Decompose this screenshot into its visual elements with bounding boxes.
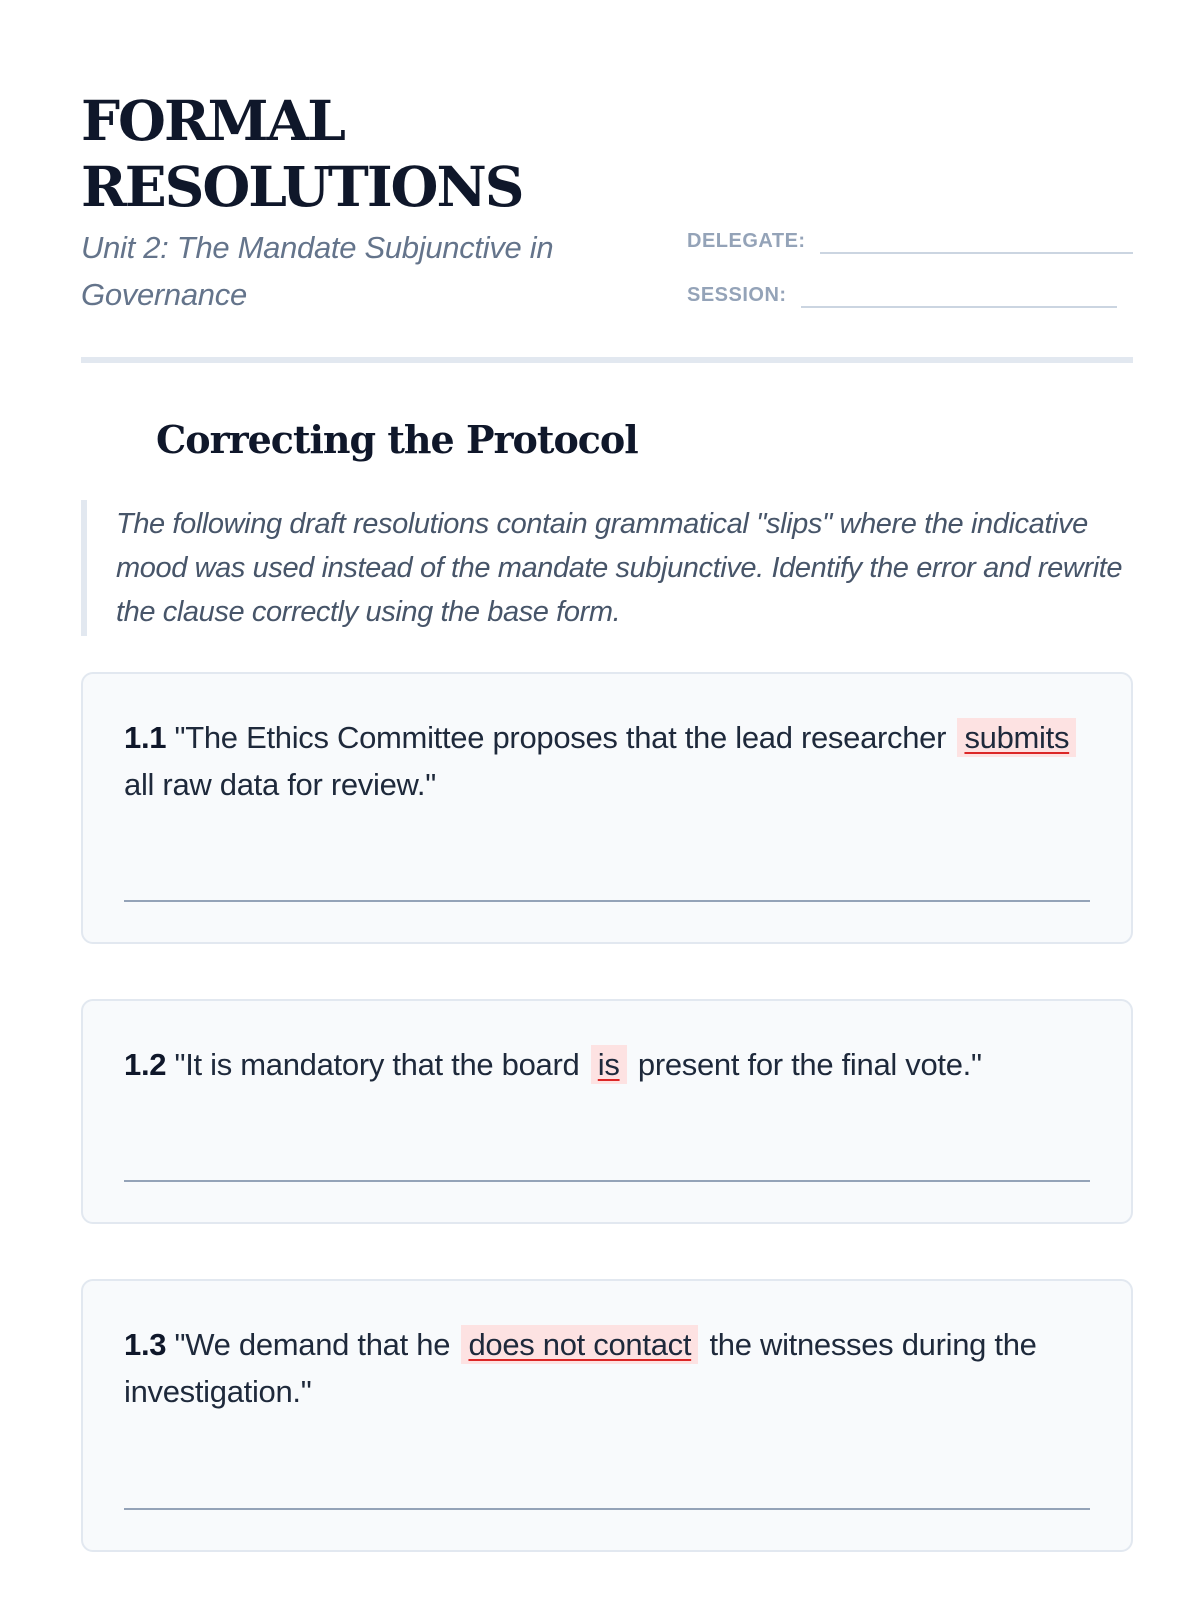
question-text [124, 714, 1090, 808]
page-title-line-2: RESOLUTIONS [81, 154, 523, 219]
question-number: 1.2 [124, 1047, 167, 1082]
answer-line[interactable] [124, 1508, 1090, 1510]
question-number: 1.3 [124, 1327, 167, 1362]
worksheet-page [81, 0, 1133, 1409]
question-text-after: all raw data for review." [124, 767, 436, 802]
page-title-line-1: FORMAL [81, 88, 344, 153]
question-text-after: present for the final vote." [629, 1047, 982, 1082]
error-highlight: is [591, 1045, 627, 1084]
delegate-field [687, 228, 1133, 254]
question-card-1 [81, 672, 1133, 944]
question-text-after: the witnesses during the investigation." [124, 1327, 1037, 1409]
question-card-2 [81, 999, 1133, 1224]
page-subtitle: Unit 2: The Mandate Subjunctive in Governance [81, 230, 554, 312]
session-field [687, 282, 1117, 308]
error-highlight: submits [957, 718, 1076, 757]
question-text-before: "The Ethics Committee proposes that the lead researcher [174, 720, 955, 755]
question-text [124, 1321, 1090, 1415]
question-text-before: "It is mandatory that the board [174, 1047, 588, 1082]
session-input-line[interactable] [801, 282, 1117, 308]
session-label: SESSION: [687, 284, 787, 306]
question-number: 1.1 [124, 720, 167, 755]
worksheet-header [81, 0, 1133, 364]
delegate-label: DELEGATE: [687, 230, 806, 252]
question-text-before: "We demand that he [174, 1327, 459, 1362]
answer-line[interactable] [124, 900, 1090, 902]
error-highlight: does not contact [461, 1325, 698, 1364]
instructions-blockquote: The following draft resolutions contain grammatical "slips" where the indicative mood was used instead of the mandate subjunctive. Identify the error and rewrite the clause correctly using the base form. [81, 500, 1133, 636]
answer-line[interactable] [124, 1180, 1090, 1182]
question-text [124, 1041, 1090, 1088]
page-title [81, 88, 522, 220]
section-title: Correcting the Protocol [156, 417, 638, 462]
header-divider [81, 357, 1133, 363]
delegate-input-line[interactable] [820, 228, 1133, 254]
question-card-3 [81, 1279, 1133, 1552]
